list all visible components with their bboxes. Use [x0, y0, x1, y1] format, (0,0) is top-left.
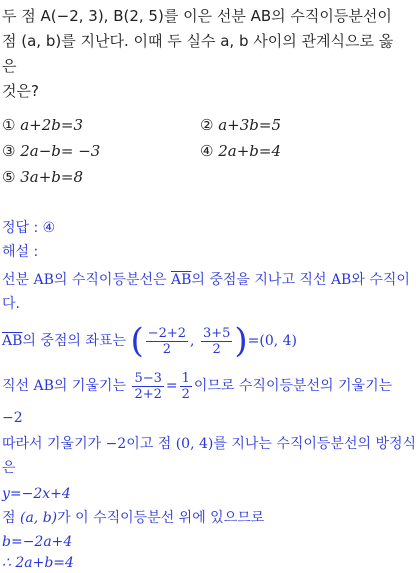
question-line-2: 점 (a, b)를 지난다. 이때 두 실수 a, b 사이의 관계식으로 옳은 — [2, 32, 394, 75]
half-numerator: 1 — [181, 370, 190, 386]
sol6-point: (0, 4) — [175, 436, 214, 452]
left-paren: ( — [130, 321, 144, 361]
sol4-text-b: 의 기울기는 — [53, 378, 131, 394]
frac2-numerator: 3+5 — [202, 325, 231, 341]
option-3-number: ③ — [2, 142, 16, 160]
question-text — [2, 4, 398, 104]
frac1-denominator: 2 — [162, 341, 171, 357]
solution-line-5: −2 — [2, 410, 23, 426]
answer-value: ④ — [42, 220, 56, 236]
option-3-expr: 2a−b= −3 — [20, 142, 101, 160]
sol3-comma: , — [190, 333, 195, 349]
right-paren: ) — [234, 321, 248, 361]
sol6-text-b: 이고 점 — [126, 436, 176, 452]
solution-line-11: ∴ 2a+b=4 — [2, 555, 74, 571]
option-5-number: ⑤ — [2, 168, 16, 186]
sol6-text-a: 따라서 기울기가 — [2, 436, 106, 452]
option-5-expr: 3a+b=8 — [20, 168, 84, 186]
solution-heading: 해설 : — [2, 244, 39, 260]
fraction-half — [180, 371, 192, 402]
option-4[interactable] — [200, 140, 281, 162]
solution-line-7: 은 — [2, 460, 16, 476]
sol4-equals: = — [165, 378, 178, 394]
solution-line-4 — [2, 368, 392, 404]
sol1-overline-ab: $\overline{AB}$ — [171, 272, 192, 288]
sol6-slope: −2 — [105, 436, 127, 452]
fraction-x-midpoint — [146, 326, 188, 357]
sol3-text-a: 의 중점의 좌표는 — [22, 333, 131, 349]
option-3[interactable] — [2, 140, 100, 162]
solution-line-10: b=−2a+4 — [2, 534, 73, 550]
option-2-expr: a+3b=5 — [218, 116, 282, 134]
option-1[interactable] — [2, 114, 83, 136]
slope-numerator: 5−3 — [134, 370, 162, 386]
frac1-numerator: −2+2 — [147, 325, 187, 341]
option-2-number: ② — [200, 116, 214, 134]
sol4-text-a: 직선 — [2, 378, 34, 394]
half-denominator: 2 — [181, 386, 190, 402]
sol1-text-d: 와 수직이 — [351, 272, 410, 288]
solution-line-2: 다. — [2, 296, 20, 312]
sol3-result: =(0, 4) — [247, 333, 298, 349]
solution-line-9 — [2, 508, 264, 528]
sol1-line-ab: AB — [330, 272, 352, 288]
sol1-segment-ab: AB — [33, 272, 54, 288]
answer-label: 정답 : — [2, 220, 43, 236]
solution-line-6 — [2, 434, 416, 454]
option-1-number: ① — [2, 116, 16, 134]
option-2[interactable] — [200, 114, 281, 136]
sol6-text-c: 를 지나는 수직이등분선의 방정식 — [213, 436, 416, 452]
sol1-text-c: 의 중점을 지나고 직선 — [191, 272, 331, 288]
fraction-y-midpoint — [201, 326, 232, 357]
sol4-line-ab: AB — [33, 378, 54, 394]
option-4-number: ④ — [200, 142, 214, 160]
slope-denominator: 2+2 — [134, 386, 162, 402]
option-4-expr: 2a+b=4 — [218, 142, 282, 160]
sol9-point: (a, b) — [19, 510, 58, 526]
sol3-overline-ab: $\overline{AB}$ — [2, 333, 23, 349]
sol4-text-c: 이므로 수직이등분선의 기울기는 — [193, 378, 393, 394]
question-line-1: 두 점 A(−2, 3), B(2, 5)를 이은 선분 AB의 수직이등분선이 — [2, 7, 392, 25]
sol1-text-b: 의 수직이등분선은 — [53, 272, 171, 288]
option-1-expr: a+2b=3 — [20, 116, 84, 134]
option-5[interactable] — [2, 166, 83, 188]
solution-line-1 — [2, 270, 410, 290]
fraction-slope — [132, 371, 163, 402]
frac2-denominator: 2 — [212, 341, 221, 357]
question-line-3: 것은? — [2, 82, 39, 100]
sol9-text-a: 점 — [2, 510, 20, 526]
sol1-text-a: 선분 — [2, 272, 34, 288]
solution-line-3 — [2, 322, 297, 360]
solution-line-8: y=−2x+4 — [2, 486, 71, 502]
sol9-text-b: 가 이 수직이등분선 위에 있으므로 — [57, 510, 265, 526]
answer-line — [2, 218, 55, 238]
